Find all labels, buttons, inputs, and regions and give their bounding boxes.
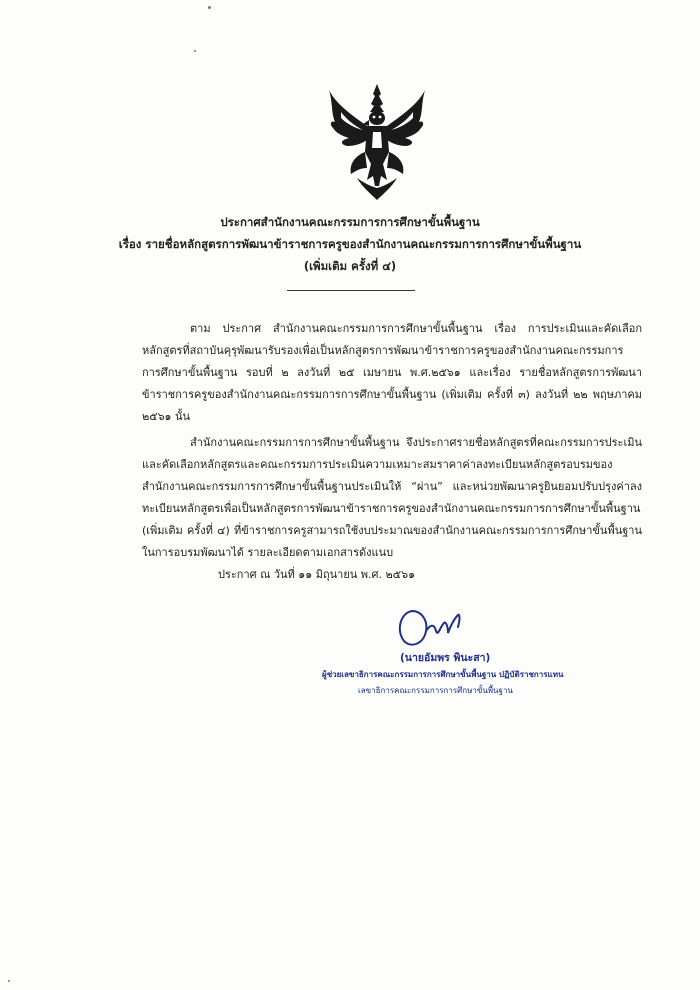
scan-speck <box>8 980 10 982</box>
title-line-2: เรื่อง รายชื่อหลักสูตรการพัฒนาข้าราชการครูของสำนักงานคณะกรรมการการศึกษาขั้นพื้นฐาน <box>118 237 582 251</box>
title-line-1: ประกาศสำนักงานคณะกรรมการการศึกษาขั้นพื้นฐาน <box>220 215 480 229</box>
signatory-position-2: เลขาธิการคณะกรรมการการศึกษาขั้นพื้นฐาน <box>358 686 513 695</box>
paragraph-1 <box>142 318 642 428</box>
signatory-name: (นายอัมพร พินะสา) <box>400 652 491 664</box>
date-line: ประกาศ ณ วันที่ ๑๑ มิถุนายน พ.ศ. ๒๕๖๑ <box>218 568 416 581</box>
paragraph-1-text: ตาม ประกาศ สำนักงานคณะกรรมการการศึกษาขั้นพื้นฐาน เรื่อง การประเมินและคัดเลือกหลักสูตรที่สถาบันคุรุพัฒนารับรองเพื่อเป็นหลักสูตรการพัฒนาข้าราชการครูของสำนักงานคณะกรรมการการศึกษาขั้นพื้นฐาน รอบที่ ๒ ลงวันที่ ๒๕ เมษายน พ.ศ.๒๕๖๑ และเรื่อง รายชื่อหลักสูตรการพัฒนาข้าราชการครูของสำนักงานคณะกรรมการการศึกษาขั้นพื้นฐาน (เพิ่มเติม ครั้งที่ ๓) ลงวันที่ ๒๒ พฤษภาคม ๒๕๖๑ นั้น <box>142 322 642 423</box>
handwritten-signature-icon <box>390 597 480 657</box>
title-line-3: (เพิ่มเติม ครั้งที่ ๔) <box>303 259 397 273</box>
scan-speck <box>208 6 211 9</box>
paragraph-2 <box>142 432 642 564</box>
garuda-emblem-icon <box>327 82 427 202</box>
title-divider <box>287 290 415 291</box>
signatory-position-1: ผู้ช่วยเลขาธิการคณะกรรมการการศึกษาขั้นพื้นฐาน ปฏิบัติราชการแทน <box>322 670 564 679</box>
scan-speck <box>194 50 196 52</box>
announcement-title <box>60 211 640 277</box>
paragraph-2-text: สำนักงานคณะกรรมการการศึกษาขั้นพื้นฐาน จึงประกาศรายชื่อหลักสูตรที่คณะกรรมการประเมินและคัดเลือกหลักสูตรและคณะกรรมการประเมินความเหมาะสมราคาค่าลงทะเบียนหลักสูตรอบรมของสำนักงานคณะกรรมการการศึกษาขั้นพื้นฐานประเมินให้ “ผ่าน” และหน่วยพัฒนาครูยินยอมปรับปรุงค่าลงทะเบียนหลักสูตรเพื่อเป็นหลักสูตรการพัฒนาข้าราชการครูของสำนักงานคณะกรรมการการศึกษาขั้นพื้นฐาน (เพิ่มเติม ครั้งที่ ๔) ที่ข้าราชการครูสามารถใช้งบประมาณของสำนักงานคณะกรรมการการศึกษาขั้นพื้นฐานในการอบรมพัฒนาได้ รายละเอียดตามเอกสารดังแนบ <box>142 436 642 559</box>
